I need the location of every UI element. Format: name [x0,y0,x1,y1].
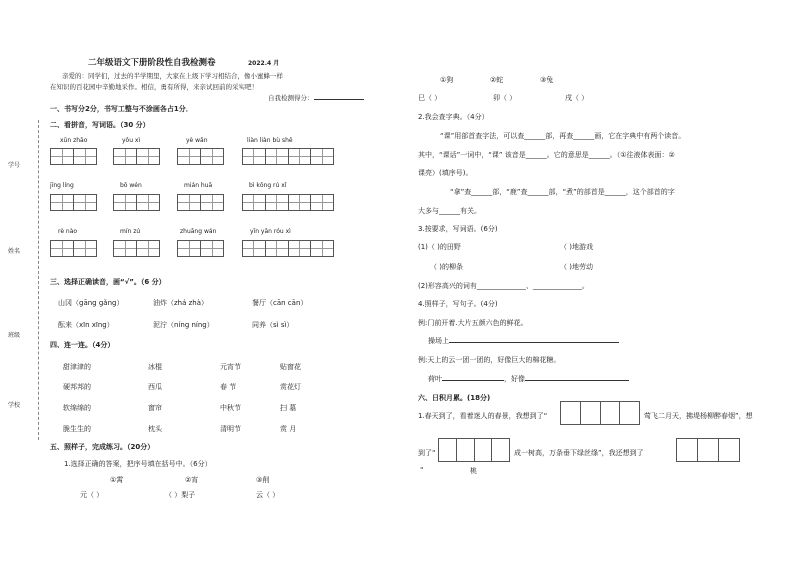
section-6-title: 六、日积月累。(18分) [418,394,491,402]
r-option: ①狗 [440,76,454,84]
intro-line-1: 亲爱的：同学们，过去的半学期里，大家在上级下学习相结合，像小蜜蜂一样 [62,72,283,80]
page-title: 二年级语文下册阶段性自我检测卷 [88,58,216,68]
writing-grid[interactable] [242,148,334,165]
q3-fill[interactable]: （ )地劳动 [560,263,593,271]
s3-item[interactable]: 油炸（zhá zhà） [153,299,209,307]
q4-fill-1[interactable]: 操场上 [428,336,619,346]
writing-grid[interactable] [113,240,160,257]
s6-line-1b: 莺飞二月天，拂堤杨柳醉春烟”，想 [644,412,753,420]
pinyin-10: mín zú [120,228,141,235]
q4-fill-2[interactable]: 荷叶 ，好像 [428,374,629,384]
s5-fill[interactable]: 元（ ） [80,491,104,499]
pinyin-2: yǒu xì [122,137,141,144]
writing-grid[interactable] [50,194,97,211]
s4-item[interactable]: 冰棍 [148,363,162,371]
poem-answer-grid[interactable] [438,438,510,462]
s6-line-2a: 到了“ [418,449,436,457]
s4-item[interactable]: 西瓜 [148,383,162,391]
q2-line-4: “拿”查______部，“鹿”查______部，“煮”的部首是______，这个部首的字 [450,188,675,196]
s4-item[interactable]: 春 节 [220,383,237,391]
s5-option: ③削 [256,476,270,484]
writing-grid[interactable] [50,240,97,257]
s3-item[interactable]: 餐厅（cān cān） [252,299,308,307]
section-2-title: 二、看拼音，写词语。（30 分） [50,121,150,129]
pinyin-6: bō wén [120,182,142,189]
q3-title: 3.按要求，写词语。(6分) [418,225,498,233]
q2-line-5: 大多与______有关。 [418,207,481,215]
writing-grid[interactable] [113,194,160,211]
s4-item[interactable]: 枕头 [148,425,162,433]
s4-item[interactable]: 元宵节 [220,363,241,371]
s4-item[interactable]: 硬邦邦的 [63,383,91,391]
section-3-title: 三、选择正确读音，画“√”。（6 分） [50,278,166,286]
s4-item[interactable]: 中秋节 [220,404,241,412]
s3-item[interactable]: 泥泞（níng níng） [153,321,214,329]
q2-line-2: 其中，“课话”一词中，“课” 该音是______。它的意思是______。（①往液体表面：② [418,151,675,159]
pinyin-3: yè wǎn [186,137,208,144]
s4-item[interactable]: 扫 墓 [280,404,297,412]
writing-grid[interactable] [242,194,334,211]
q3-fill[interactable]: (1)（ )的田野 [418,243,461,251]
r-option: ③兔 [540,76,554,84]
q2-title: 2.我会查字典。（4分） [418,113,489,121]
class-label: 班级 [8,332,21,339]
q3-line-3[interactable]: (2)形容高兴的词有______________、______________。 [418,282,589,290]
s6-line-2b: 成一树高，万条垂下绿丝绦”，我还想到了 [514,449,644,457]
s5-option: ②宵 [185,476,199,484]
s4-item[interactable]: 清明节 [220,425,241,433]
self-score-label: 自我检测得分： [268,93,364,102]
q4-example-2: 例:天上的云一团一团的，好像巨大的棉花糖。 [418,356,561,364]
section-1-title: 一、书写分2分，书写工整与不涂画各占1分． [50,105,193,113]
s5-fill[interactable]: 云（ ） [256,491,280,499]
s4-item[interactable]: 赏 月 [280,425,297,433]
r-fill[interactable]: 戌（ ） [565,94,589,102]
r-option: ②蛇 [490,76,504,84]
s4-item[interactable]: 脆生生的 [63,425,91,433]
section-5-title: 五、照样子，完成练习。（20分） [50,443,155,451]
r-fill[interactable]: 卯（ ） [493,94,517,102]
poem-answer-grid[interactable] [560,401,640,425]
writing-grid[interactable] [242,240,334,257]
binding-line [38,120,39,440]
s5-option: ①霄 [110,476,124,484]
writing-grid[interactable] [50,148,97,165]
writing-grid[interactable] [177,240,224,257]
q4-example-1: 例:门前开着.大片五颜六色的鲜花。 [418,319,528,327]
s6-line-3-char: 桃 [470,467,477,475]
pinyin-5: jīng líng [50,182,74,189]
q4-title: 4.照样子，写句子。(4分) [418,300,498,308]
q3-fill[interactable]: （ )地游戏 [560,243,593,251]
pinyin-9: rè nào [58,228,78,235]
pinyin-11: zhuāng wán [180,228,217,235]
s4-item[interactable]: 窗帘 [148,404,162,412]
q3-fill[interactable]: （ )的柳条 [430,263,463,271]
pinyin-8: bì kōng rú xǐ [249,182,287,189]
writing-grid[interactable] [113,148,160,165]
exam-date: 2022.4 月 [248,60,280,67]
q2-line-1: “课”用部首查字法，可以查______部，再查______画，它在字典中有两个读音。 [440,132,686,140]
s6-line-3: “ [420,466,424,474]
s5-fill[interactable]: （ ）梨子 [165,491,196,499]
s4-item[interactable]: 赏花灯 [280,383,301,391]
poem-answer-grid[interactable] [676,438,740,462]
s3-item[interactable]: 酝来（xīn xīng） [58,321,114,329]
s3-item[interactable]: 山冈（gāng gǎng） [58,299,124,307]
s4-item[interactable]: 贴窗花 [280,363,301,371]
s6-line-1a: 1.春天到了，看着迷人的春景，我想到了“ [418,412,548,420]
section-4-title: 四、连一连。（4分） [50,341,115,349]
writing-grid[interactable] [177,194,224,211]
s4-item[interactable]: 甜津津的 [63,363,91,371]
pinyin-7: mián huā [184,182,213,189]
s5-question-1: 1.选择正确的答案，把序号填在括号中。（6分） [64,460,212,468]
student-name-label: 姓名 [8,248,21,255]
r-fill[interactable]: 巳（ ） [418,94,442,102]
school-label: 学校 [8,402,21,409]
s4-item[interactable]: 软绵绵的 [63,404,91,412]
student-id-label: 学号 [8,162,21,169]
s3-item[interactable]: 同养（sì sì） [252,321,294,329]
pinyin-4: liàn liàn bù shě [247,137,293,144]
pinyin-12: yīn yān róu xì [250,228,291,235]
pinyin-1: xūn zhāo [60,137,88,144]
writing-grid[interactable] [177,148,224,165]
q2-line-3: 课亮）(填序号)。 [418,169,473,177]
intro-line-2: 在知识的百花园中辛勤地采作。相信，勇有所得，来亲试回前的采实吧！ [50,83,258,91]
